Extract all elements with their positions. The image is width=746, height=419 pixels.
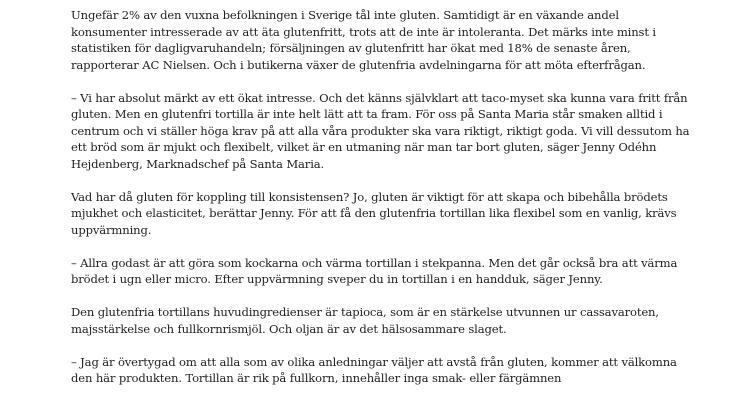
paragraph-gluten-consistency: Vad har då gluten för koppling till konsistensen? Jo, gluten är viktigt för att skapa och bibehålla brödets mjukhet och elasticitet, berättar Jenny. För att få den glutenfria tortillan lika flexibel som en vanlig, krävs uppvärmning.	[71, 189, 677, 237]
paragraph-quote-welcome: – Jag är övertygad om att alla som av olika anledningar väljer att avstå från gluten, kommer att välkomna den här produkten. Tortillan är rik på fullkorn, innehåller inga smak- eller färgämnen	[71, 354, 677, 385]
paragraph-quote-heating: – Allra godast är att göra som kockarna och värma tortillan i stekpanna. Men det går också bra att värma brödet i ugn eller micro. Efter uppvärmning sveper du in tortillan i en handduk, säger Jenny.	[71, 255, 678, 286]
paragraph-ingredients: Den glutenfria tortillans huvudingredienser är tapioca, som är en stärkelse utvunnen ur cassavaroten, majsstärkelse och fullkornrismjöl. Och oljan är av det hälsosammare slaget.	[71, 305, 659, 336]
paragraph-quote-interest: – Vi har absolut märkt av ett ökat intresse. Och det känns självklart att taco-myset ska kunna vara fritt från gluten. Men en glutenfri tortilla är inte helt lätt att ta fram. För oss på Santa Maria står smaken alltid i centrum och vi ställer höga krav på att alla våra produkter ska vara riktigt, riktigt goda. Vi vill dessutom ha ett bröd som är mjukt och flexibelt, vilket är en utmaning när man tar bort gluten, säger Jenny Odéhn Hejdenberg, Marknadschef på Santa Maria.	[71, 90, 690, 171]
paragraph-intro: Ungefär 2% av den vuxna befolkningen i Sverige tål inte gluten. Samtidigt är en växande andel konsumenter intresserade av att äta glutenfritt, trots att de inte är intoleranta. Det märks inte minst i statistiken för dagligvaruhandeln; försäljningen av glutenfritt har ökat med 18% de senaste åren, rapporterar AC Nielsen. Och i butikerna växer de glutenfria avdelningarna för att möta efterfrågan.	[71, 8, 656, 72]
article-body	[71, 7, 691, 403]
